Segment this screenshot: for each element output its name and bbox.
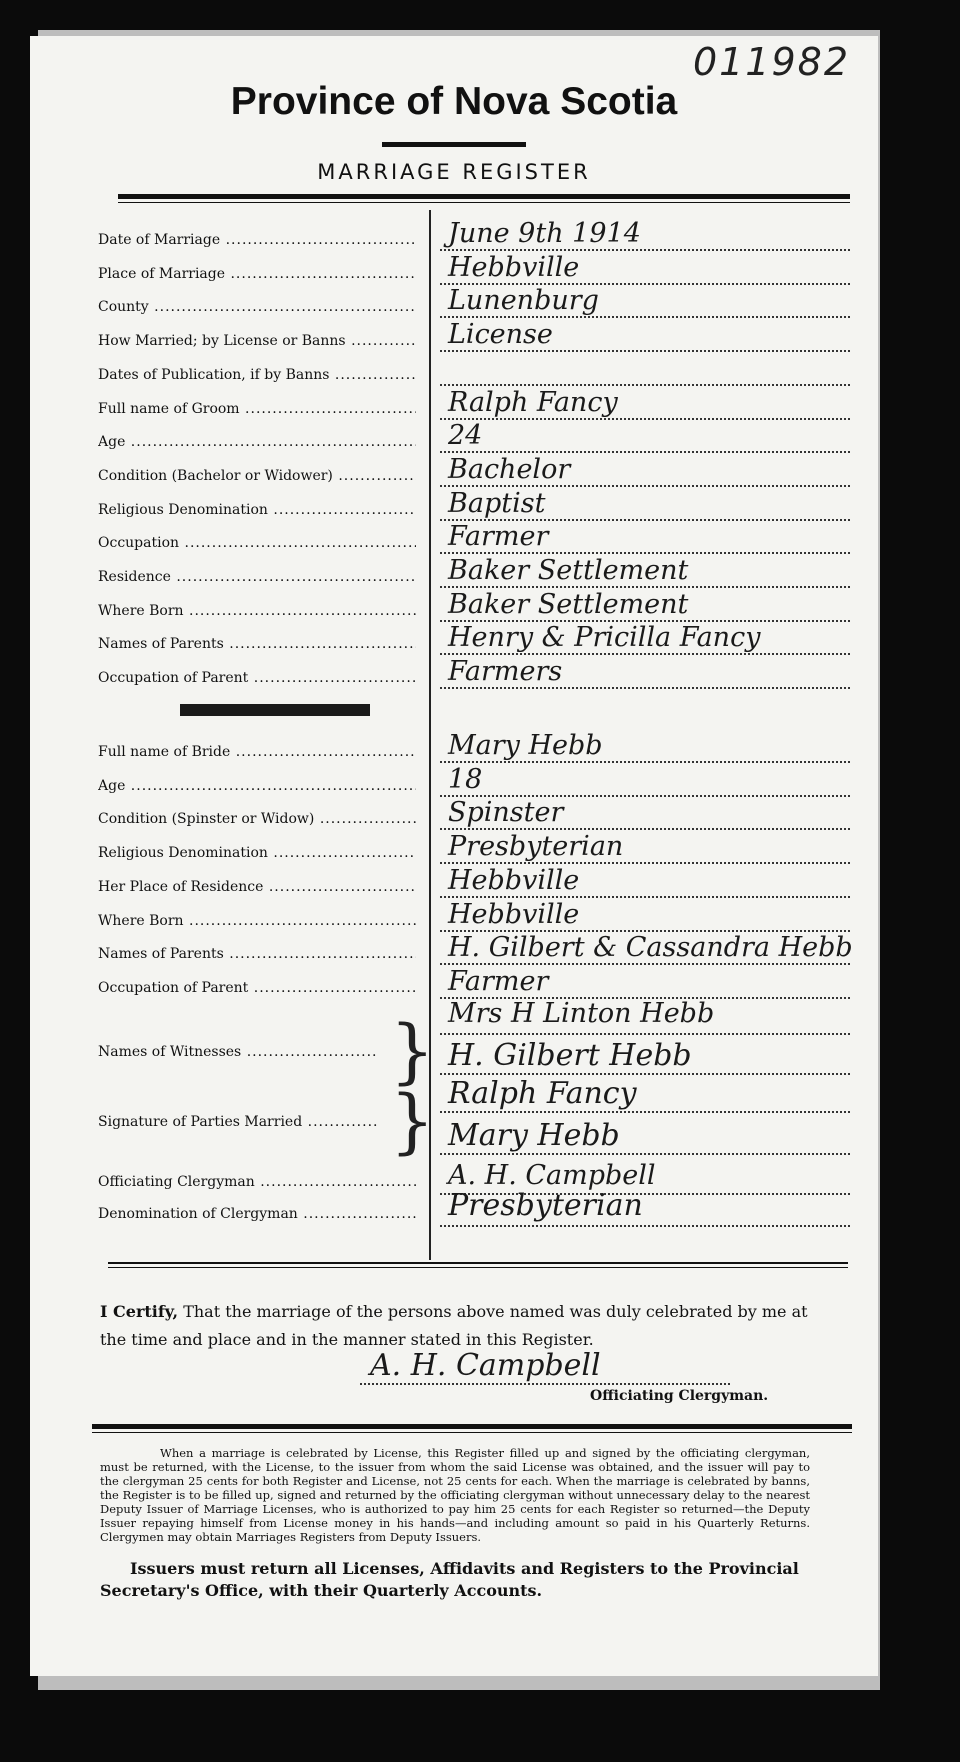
- bride-field-line-3: [440, 861, 850, 864]
- groom-field-label-10: Residence .....: [98, 569, 416, 585]
- bride-field-line-0: [440, 760, 850, 763]
- officiating-clergyman-value: A. H. Campbell: [448, 1160, 656, 1191]
- bride-field-line-5: [440, 929, 850, 932]
- register-form: [30, 36, 878, 1676]
- witness-1: Mrs H Linton Hebb: [448, 998, 715, 1029]
- bride-field-line-4: [440, 895, 850, 898]
- parties-label: Signature of Parties Married .....: [98, 1114, 378, 1130]
- groom-field-label-11: Where Born .....: [98, 603, 416, 619]
- groom-field-line-0: [440, 248, 850, 251]
- groom-field-line-1: [440, 282, 850, 285]
- bride-field-label-1: Age .....: [98, 778, 416, 794]
- footer-rule-thin: [92, 1432, 852, 1433]
- groom-field-line-12: [440, 652, 850, 655]
- groom-field-value-3: License: [448, 319, 553, 351]
- groom-field-label-8: Religious Denomination .....: [98, 502, 416, 518]
- bride-field-value-3: Presbyterian: [448, 831, 624, 863]
- signature-caption: Officiating Clergyman.: [590, 1388, 769, 1404]
- bride-field-value-4: Hebbville: [448, 864, 580, 896]
- bride-field-line-6: [440, 962, 850, 965]
- groom-field-line-5: [440, 417, 850, 420]
- form-subtitle: MARRIAGE REGISTER: [317, 160, 591, 184]
- bride-field-line-2: [440, 827, 850, 830]
- groom-field-line-2: [440, 315, 850, 318]
- groom-field-value-1: Hebbville: [448, 251, 580, 283]
- bride-field-label-4: Her Place of Residence .....: [98, 879, 416, 895]
- groom-field-line-6: [440, 450, 850, 453]
- issuers-notice: Issuers must return all Licenses, Affidavits and Registers to the Provincial Secretary's Office, with their Quarterly Accounts.: [100, 1559, 799, 1600]
- bride-field-label-2: Condition (Spinster or Widow) .....: [98, 811, 416, 827]
- footer-rule-thick: [92, 1424, 852, 1429]
- instructions-text: When a marriage is celebrated by License, this Register filled up and signed by the officiating clergyman, must be returned, with the License, to the issuer from whom the said License was obtained, and the issuer will pay to the clergyman 25 cents for both Register and License, not 25 cents for each. When the marriage is celebrated by banns, the Register is to be filled up, signed and returned by the officiating clergyman without unnecessary delay to the nearest Deputy Issuer of Marriage Licenses, who is authorized to pay him 25 cents for each Register so returned—the Deputy Issuer repaying himself from License money in his hands—and including amount so paid in his Quarterly Returns. Clergymen may obtain Marriages Registers from Deputy Issuers.: [100, 1446, 810, 1544]
- groom-field-line-11: [440, 619, 850, 622]
- groom-field-value-8: Baptist: [448, 487, 546, 519]
- groom-field-line-9: [440, 551, 850, 554]
- groom-field-value-6: 24: [448, 420, 483, 452]
- groom-field-value-12: Henry & Pricilla Fancy: [448, 622, 761, 654]
- party-bride-signature: Mary Hebb: [448, 1118, 620, 1153]
- groom-field-value-11: Baker Settlement: [448, 588, 689, 620]
- clergy-denomination-label: Denomination of Clergyman .....: [98, 1206, 416, 1222]
- bride-field-value-6: H. Gilbert & Cassandra Hebb: [448, 932, 853, 964]
- groom-field-line-4: [440, 383, 850, 386]
- bride-field-line-1: [440, 794, 850, 797]
- bride-field-label-0: Full name of Bride .....: [98, 744, 416, 760]
- groom-field-label-2: County .....: [98, 299, 416, 315]
- groom-field-value-5: Ralph Fancy: [448, 386, 618, 418]
- bride-field-value-0: Mary Hebb: [448, 730, 603, 761]
- serial-number: 011982: [692, 40, 850, 84]
- header-rule-thin: [118, 202, 850, 203]
- groom-field-label-7: Condition (Bachelor or Widower) .....: [98, 468, 416, 484]
- groom-field-label-1: Place of Marriage .....: [98, 266, 416, 282]
- certify-rule-2: [108, 1267, 848, 1268]
- party-2-line: [440, 1152, 850, 1155]
- groom-field-value-13: Farmers: [448, 656, 563, 688]
- bride-field-label-3: Religious Denomination .....: [98, 845, 416, 861]
- groom-field-label-3: How Married; by License or Banns .....: [98, 333, 416, 349]
- groom-field-line-13: [440, 686, 850, 689]
- certify-rule: [108, 1262, 848, 1264]
- groom-field-label-5: Full name of Groom .....: [98, 401, 416, 417]
- groom-field-label-0: Date of Marriage .....: [98, 232, 416, 248]
- bride-field-label-7: Occupation of Parent .....: [98, 980, 416, 996]
- bride-field-label-6: Names of Parents .....: [98, 946, 416, 962]
- certify-body: That the marriage of the persons above named was duly celebrated by me at the time and place and in the manner stated in this Register.: [100, 1302, 808, 1349]
- bride-field-value-5: Hebbville: [448, 898, 580, 930]
- groom-field-value-2: Lunenburg: [448, 285, 599, 317]
- bride-field-value-7: Farmer: [448, 965, 549, 997]
- groom-field-line-8: [440, 518, 850, 521]
- groom-field-label-12: Names of Parents .....: [98, 636, 416, 652]
- witness-2-line: [440, 1072, 850, 1075]
- clergy-denomination-value: Presbyterian: [448, 1188, 643, 1223]
- party-1-line: [440, 1110, 850, 1113]
- groom-field-label-9: Occupation .....: [98, 535, 416, 551]
- title-divider: [382, 142, 526, 147]
- groom-field-value-7: Bachelor: [448, 453, 571, 485]
- signature-line: [360, 1382, 730, 1385]
- officiating-clergyman-label: Officiating Clergyman .....: [98, 1174, 416, 1190]
- groom-field-line-3: [440, 349, 850, 352]
- groom-field-value-10: Baker Settlement: [448, 555, 689, 586]
- witnesses-brace: }: [390, 1010, 435, 1092]
- page-title: Province of Nova Scotia: [230, 80, 678, 123]
- parties-brace: }: [390, 1080, 435, 1162]
- groom-field-line-7: [440, 484, 850, 487]
- groom-field-value-0: June 9th 1914: [448, 218, 641, 249]
- groom-field-line-10: [440, 585, 850, 588]
- witness-2: H. Gilbert Hebb: [448, 1038, 692, 1073]
- clergyman-signature: A. H. Campbell: [370, 1348, 601, 1383]
- certify-lead: I Certify,: [100, 1302, 179, 1321]
- witnesses-label: Names of Witnesses .....: [98, 1044, 378, 1060]
- section-separator-bar: [180, 704, 370, 716]
- bride-field-value-2: Spinster: [448, 797, 564, 829]
- witness-1-line: [440, 1032, 850, 1035]
- groom-field-label-6: Age .....: [98, 434, 416, 450]
- denomination-line: [440, 1224, 850, 1227]
- header-rule-thick: [118, 194, 850, 199]
- bride-field-label-5: Where Born .....: [98, 913, 416, 929]
- certification-text: [100, 1298, 810, 1354]
- groom-field-value-9: Farmer: [448, 521, 549, 553]
- groom-field-label-13: Occupation of Parent .....: [98, 670, 416, 686]
- bride-field-value-1: 18: [448, 763, 483, 795]
- party-groom-signature: Ralph Fancy: [448, 1076, 637, 1111]
- groom-field-label-4: Dates of Publication, if by Banns .....: [98, 367, 416, 383]
